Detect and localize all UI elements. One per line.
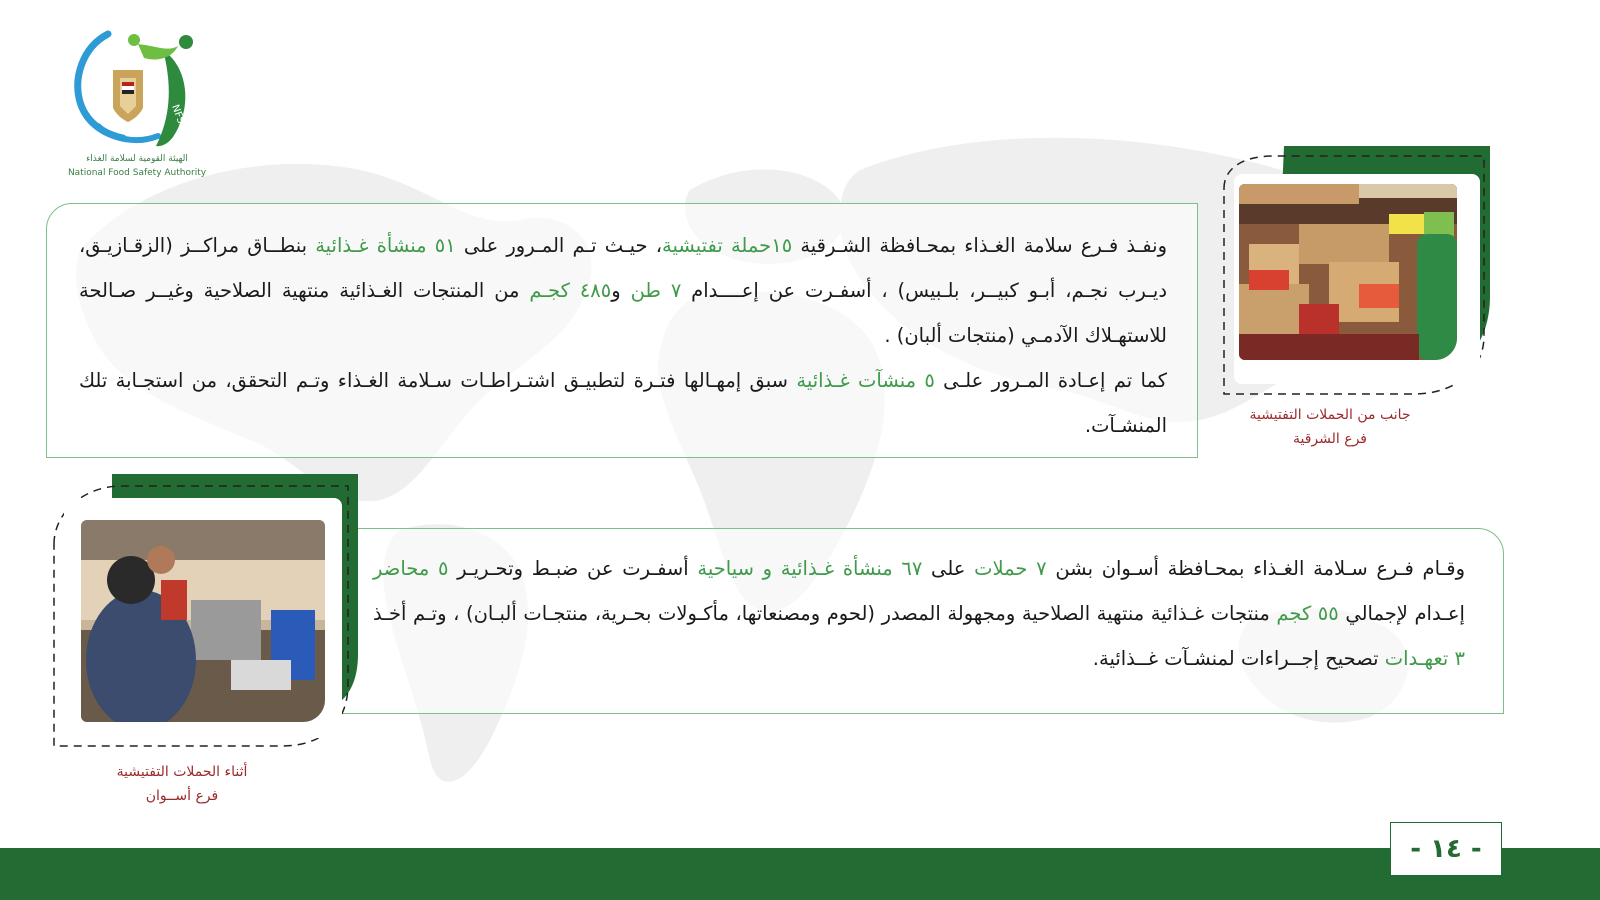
nfsa-logo: [62, 22, 212, 182]
aswan-photo-frame: [52, 474, 362, 754]
svg-text:NFSA: NFSA: [169, 103, 189, 132]
sharqia-text-box: [46, 203, 1198, 458]
sharqia-photo-frame: [1214, 146, 1494, 400]
logo-arabic-name: الهيئة القومية لسلامة الغذاء: [86, 154, 188, 164]
highlighted-text: ٥ محاضر: [373, 557, 449, 580]
body-text: وقـام فـرع سـلامة الغـذاء بمحـافظة أسـوان بشن: [1046, 557, 1465, 580]
body-text: إعـدام لإجمالي: [1338, 602, 1465, 625]
body-text: سبق إمهـالها فتـرة لتطبيـق اشتـراطـات سـلامة الغـذاء وتـم التحقق، من استجـابة تلك المنشـآت.: [79, 369, 1167, 437]
body-text: ونفـذ فـرع سلامة الغـذاء بمحـافظة الشـرقية: [792, 234, 1167, 257]
body-text: و: [611, 279, 631, 302]
caption-line: فرع أســوان: [145, 788, 219, 804]
caption-line: جانب من الحملات التفتيشية: [1249, 407, 1411, 423]
highlighted-text: ٥ منشآت غـذائية: [796, 369, 935, 392]
sharqia-inspection-photo: [1239, 184, 1457, 360]
highlighted-text: ٤٨٥ كجـم: [529, 279, 612, 302]
body-text: كما تم إعـادة المـرور علـى: [934, 369, 1167, 392]
body-text: أسفـرت عن ضبـط وتحـريـر: [448, 557, 698, 580]
sharqia-paragraph: [79, 223, 1167, 448]
body-text: تصحيح إجــراءات لمنشـآت غــذائية.: [1092, 647, 1385, 670]
body-text: ، حيـث تـم المـرور على: [455, 234, 663, 257]
aswan-photo-caption: [82, 760, 282, 808]
body-text: بنطــاق مراكــز (الزقـازيـق، ديـرب نجـم، أبـو كبيــر، بلـبيس) ، أسفـرت عن إعــــدام: [79, 234, 1168, 302]
aswan-text-box: [330, 528, 1504, 714]
aswan-paragraph: [373, 546, 1465, 681]
sharqia-paragraph-line: [79, 358, 1167, 448]
caption-line: فرع الشرقية: [1292, 431, 1367, 447]
highlighted-text: ٧ حملات: [974, 557, 1047, 580]
aswan-inspection-photo: [81, 520, 325, 722]
highlighted-text: ٣ تعهـدات: [1384, 647, 1465, 670]
highlighted-text: ٥٥ كجم: [1276, 602, 1339, 625]
highlighted-text: ٥١ منشأة غـذائية: [315, 234, 456, 257]
sharqia-paragraph-line: [79, 223, 1167, 358]
highlighted-text: ١٥حملة تفتيشية: [662, 234, 793, 257]
highlighted-text: ٦٧ منشأة غـذائية و سياحية: [697, 557, 923, 580]
nfsa-emblem-icon: [68, 22, 208, 150]
caption-line: أثناء الحملات التفتيشية: [116, 764, 248, 780]
highlighted-text: ٧ طن: [630, 279, 682, 302]
aswan-paragraph-line: [373, 546, 1465, 681]
page-number: - ١٤ -: [1390, 822, 1502, 876]
body-text: منتجات غـذائية منتهية الصلاحية ومجهولة المصدر (لحوم ومصنعاتها، مأكـولات بحـرية، منتجـات ألبـان) ، وتـم أخـذ: [373, 602, 1277, 625]
body-text: على: [922, 557, 975, 580]
sharqia-photo-caption: [1230, 403, 1430, 451]
logo-english-name: National Food Safety Authority: [67, 168, 207, 178]
footer-bar: [0, 848, 1600, 900]
body-text: من المنتجات الغـذائية منتهية الصلاحية وغيــر صـالحة للاستهـلاك الآدمـي (منتجات ألبان) .: [79, 279, 1167, 347]
